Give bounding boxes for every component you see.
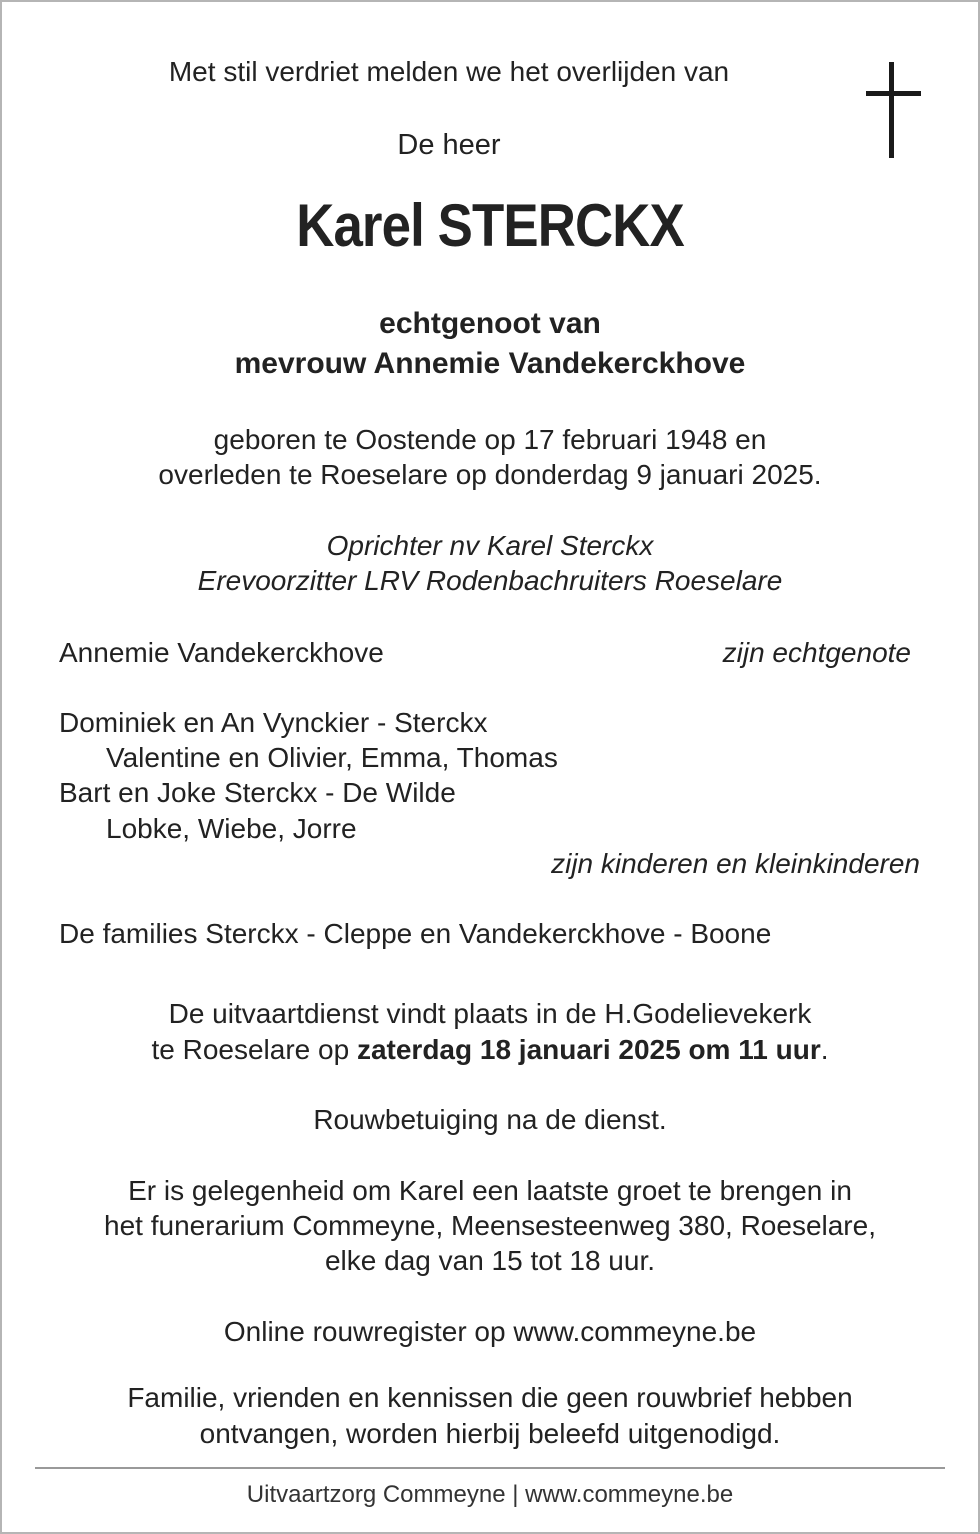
spouse-line-2: mevrouw Annemie Vandekerckhove [234,347,746,380]
grandchildren-2: Lobke, Wiebe, Jorre [106,813,357,844]
online-register: Online rouwregister op www.commeyne.be [223,1316,757,1347]
extended-families: De families Sterckx - Cleppe en Vandekerckhove - Boone [59,918,772,949]
visit-line-1: Er is gelegenheid om Karel een laatste groet te brengen in [128,1175,852,1206]
service-period: . [820,1034,829,1065]
intro-text: Met stil verdriet melden we het overlijden van [168,56,730,87]
deceased-name: Karel STERCKX [296,192,684,259]
service-line-1: De uitvaartdienst vindt plaats in de H.Godelievekerk [168,998,812,1029]
cross-icon-horizontal [866,91,921,96]
invite-line-1: Familie, vrienden en kennissen die geen rouwbrief hebben [127,1382,853,1413]
visit-line-3: elke dag van 15 tot 18 uur. [324,1245,656,1276]
footer-text: Uitvaartzorg Commeyne | www.commeyne.be [246,1481,734,1508]
condolence-text: Rouwbetuiging na de dienst. [313,1104,667,1135]
spouse-line-1: echtgenoot van [379,307,601,340]
visit-line-2: het funerarium Commeyne, Meensesteenweg 380, Roeselare, [104,1210,876,1241]
title-line-1: Oprichter nv Karel Sterckx [326,530,654,561]
service-line-2 [0,1036,980,1064]
child-2: Bart en Joke Sterckx - De Wilde [59,777,456,808]
invite-line-2: ontvangen, worden hierbij beleefd uitgenodigd. [199,1418,781,1449]
child-1: Dominiek en An Vynckier - Sterckx [59,707,488,738]
spouse-relation: zijn echtgenote [722,637,911,668]
children-relation: zijn kinderen en kleinkinderen [551,848,920,879]
grandchildren-1: Valentine en Olivier, Emma, Thomas [106,742,558,773]
death-line: overleden te Roeselare op donderdag 9 januari 2025. [158,459,822,490]
footer-divider [35,1467,945,1469]
birth-line: geboren te Oostende op 17 februari 1948 en [213,424,767,455]
service-place: te Roeselare op [151,1034,357,1065]
title-line-2: Erevoorzitter LRV Rodenbachruiters Roeselare [197,565,783,596]
honorific: De heer [397,129,501,161]
spouse-name: Annemie Vandekerckhove [59,637,384,668]
service-datetime: zaterdag 18 januari 2025 om 11 uur [356,1034,821,1065]
